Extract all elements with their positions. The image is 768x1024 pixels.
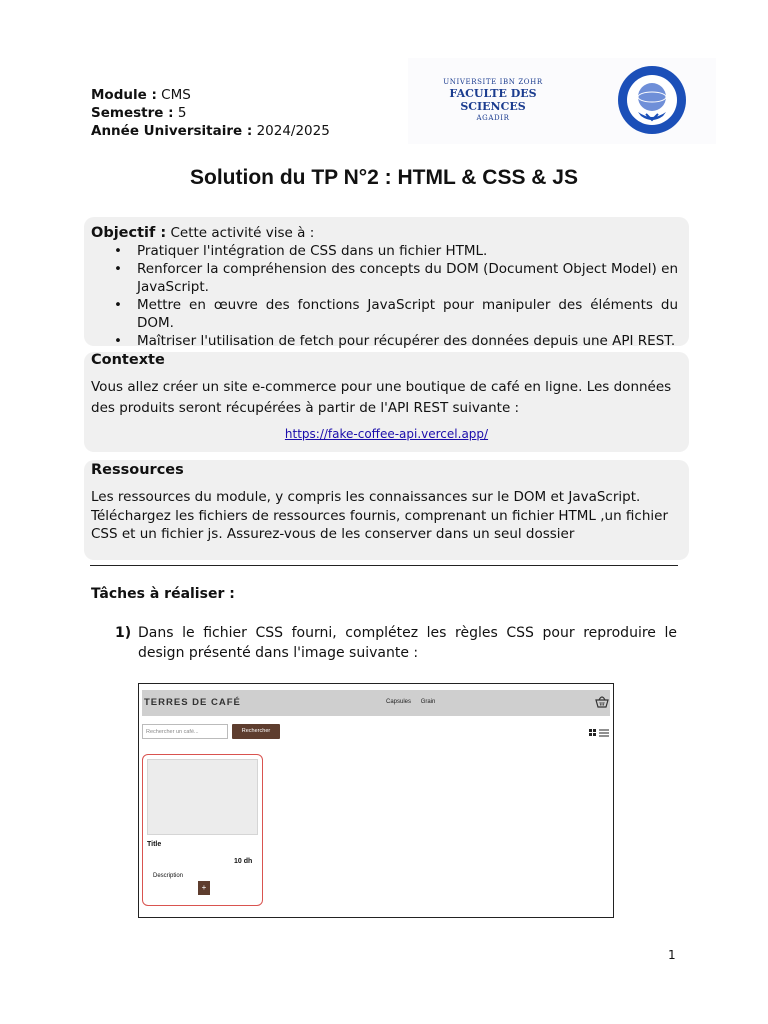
mock-product-image [147,759,258,835]
mock-add-button: + [198,881,210,895]
mock-product-price: 10 dh [234,858,253,865]
objectif-panel [84,217,689,349]
task-item [115,623,677,663]
mock-brand: TERRES DE CAFÉ [144,697,241,708]
objectif-heading: Objectif : Cette activité vise à : [91,225,315,241]
contexte-panel [84,352,689,452]
contexte-text: Vous allez créer un site e-commerce pour une boutique de café en ligne. Les données des produits seront récupérées à partir de l'API REST suivante : [91,379,672,416]
list-item: • Maîtriser l'utilisation de fetch pour récupérer des données depuis une API REST. [91,332,682,350]
document-meta [91,86,330,140]
annee-line: Année Universitaire : 2024/2025 [91,123,330,139]
mock-product-description: Description [153,873,184,879]
design-screenshot [138,683,614,918]
mock-nav-grain: Grain [420,699,436,705]
ressources-heading: Ressources [91,462,184,478]
mock-search-button: Rechercher [232,724,280,739]
api-link[interactable]: https://fake-coffee-api.vercel.app/ [284,427,489,441]
task-text: Dans le fichier CSS fourni, complétez les règles CSS pour reproduire le design présenté dans l'image suivante : [138,625,677,661]
contexte-heading: Contexte [91,352,165,368]
university-logo [408,58,716,144]
faculty-name: UNIVERSITE IBN ZOHR FACULTE DES SCIENCES AGADIR [443,78,543,122]
mock-search-input: Rechercher un café... [142,724,228,739]
faculty-emblem-icon [616,64,688,136]
list-item: • Pratiquer l'intégration de CSS dans un fichier HTML. [91,242,682,260]
mock-product-card [142,754,263,906]
page-title: Solution du TP N°2 : HTML & CSS & JS [190,166,578,189]
ressources-text: Les ressources du module, y compris les connaissances sur le DOM et JavaScript. Téléchargez les fichiers de ressources fournis, comprenant un fichier HTML ,un fichier CSS et un fichier js. Assurez-vous de les conserver dans un seul dossier [91,489,668,542]
list-item: • Mettre en œuvre des fonctions JavaScript pour manipuler des éléments du DOM. [91,296,682,332]
mock-nav-capsules: Capsules [386,699,412,705]
tasks-heading: Tâches à réaliser : [91,586,235,602]
module-line: Module : CMS [91,87,191,103]
list-item: • Renforcer la compréhension des concepts du DOM (Document Object Model) en JavaScript. [91,260,682,296]
ressources-panel [84,460,689,560]
mock-nav-links [386,699,443,705]
divider [90,565,678,566]
task-number: 1) [115,625,132,641]
view-toggle-icon [589,728,609,738]
mock-product-title: Title [147,841,162,848]
basket-icon [594,693,610,709]
mock-navbar [142,690,610,716]
page-number: 1 [668,948,676,962]
semestre-line: Semestre : 5 [91,105,187,121]
objectif-list [91,242,682,350]
